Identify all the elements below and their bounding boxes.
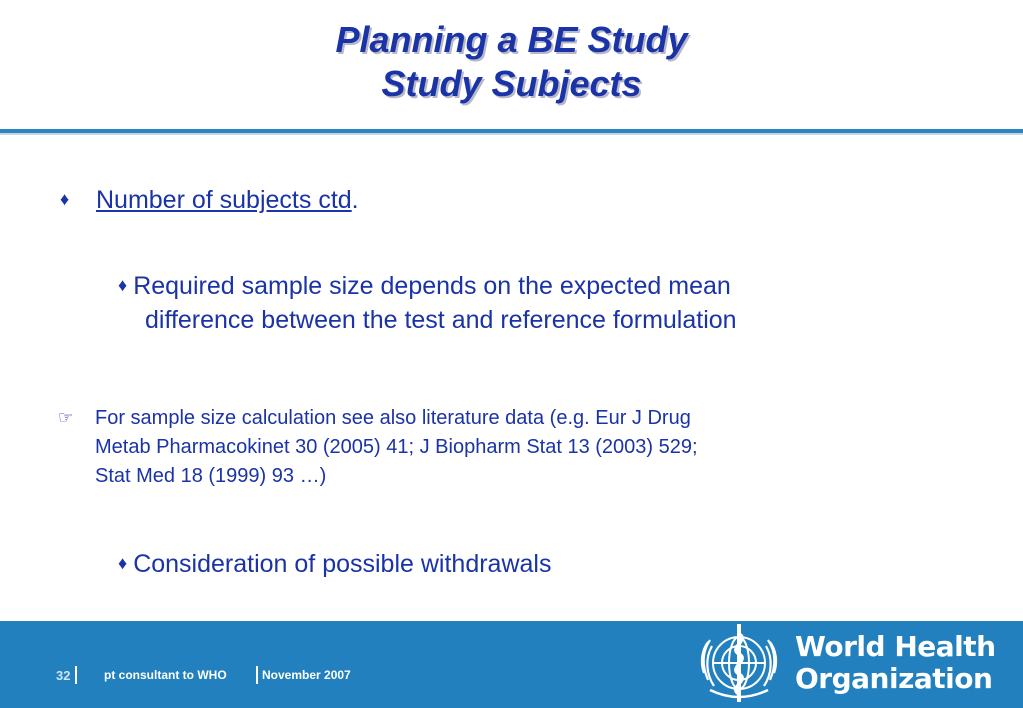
diamond-bullet-icon: ♦ [118, 553, 128, 573]
footer-date: November 2007 [262, 668, 351, 682]
sample-size-line-2: difference between the test and reference formulation [145, 306, 737, 334]
slide-title [0, 18, 1023, 106]
sample-size-line-1: Required sample size depends on the expected mean [133, 272, 731, 300]
diamond-bullet-icon: ♦ [60, 189, 70, 209]
title-line-1: Planning a BE Study [335, 19, 688, 60]
bullet-sample-size [118, 268, 918, 337]
literature-line-3: Stat Med 18 (1999) 93 …) [95, 465, 327, 487]
literature-line-1: For sample size calculation see also literature data (e.g. Eur J Drug [95, 407, 691, 429]
footer-separator [256, 666, 258, 684]
withdrawals-text: Consideration of possible withdrawals [133, 550, 552, 578]
who-logo-text [795, 631, 996, 695]
bullet-withdrawals [118, 550, 551, 579]
org-line-1: World Health [795, 630, 996, 663]
bullet-suffix: . [351, 186, 359, 214]
title-divider-shadow [0, 133, 1023, 135]
title-line-2: Study Subjects [381, 63, 642, 104]
footer-separator [75, 666, 77, 684]
bullet-number-of-subjects [60, 186, 359, 215]
diamond-bullet-icon: ♦ [118, 275, 128, 295]
number-of-subjects-link[interactable]: Number of subjects ctd [96, 186, 352, 214]
pointing-hand-icon: ☞ [58, 408, 74, 428]
who-emblem-icon [694, 618, 784, 708]
literature-line-2: Metab Pharmacokinet 30 (2005) 41; J Biopharm Stat 13 (2003) 529; [95, 436, 698, 458]
consultant-text: pt consultant to WHO [104, 668, 227, 682]
page-number: 32 [56, 668, 71, 683]
bullet-literature-note [58, 404, 938, 491]
org-line-2: Organization [795, 662, 993, 695]
